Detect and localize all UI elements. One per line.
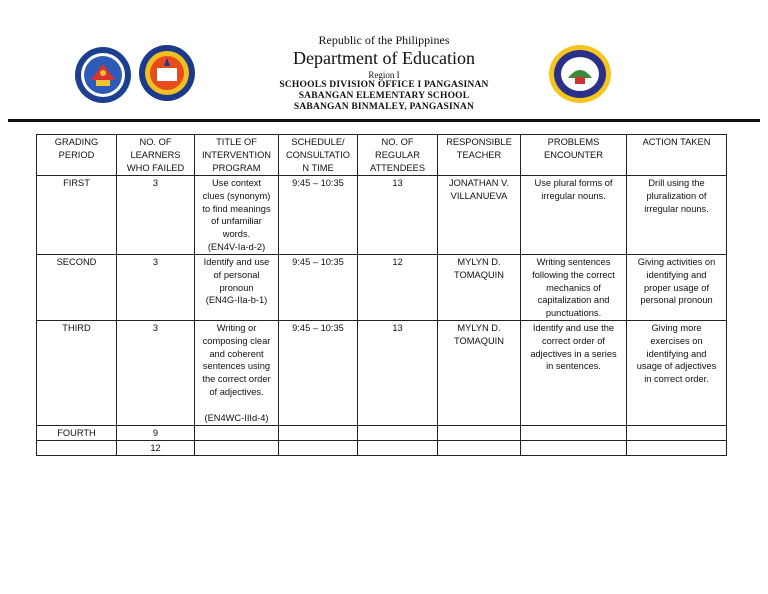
cell-line: exercises on bbox=[650, 335, 703, 346]
cell-line: PROGRAM bbox=[212, 162, 261, 173]
cell-line: RESPONSIBLE bbox=[446, 137, 512, 147]
cell-line: CONSULTATIO bbox=[285, 149, 351, 160]
cell-regular-attendees bbox=[358, 426, 438, 441]
cell-grading-period bbox=[37, 176, 117, 255]
cell-grading-period bbox=[37, 440, 117, 455]
header-schedule bbox=[279, 135, 358, 176]
header-problems-encountered bbox=[521, 135, 627, 176]
cell-line: to find meanings bbox=[202, 203, 271, 214]
cell-line: SCHEDULE/ bbox=[291, 137, 345, 147]
cell-schedule bbox=[279, 255, 358, 321]
cell-line: REGULAR bbox=[375, 149, 420, 160]
cell-line: of personal bbox=[213, 269, 260, 280]
region-line: Region I bbox=[368, 70, 400, 80]
cell-regular-attendees bbox=[358, 440, 438, 455]
cell-line: proper usage of bbox=[643, 282, 710, 293]
cell-line: personal pronoun bbox=[640, 295, 713, 306]
cell-line: (EN4V-Ia-d-2) bbox=[207, 241, 266, 252]
document-header bbox=[200, 33, 568, 113]
cell-regular-attendees bbox=[358, 176, 438, 255]
cell-problems-encountered bbox=[521, 255, 627, 321]
table-header-row bbox=[37, 135, 727, 176]
cell-line: VILLANUEVA bbox=[450, 190, 508, 201]
header-intervention-program bbox=[195, 135, 279, 176]
cell-line: identifying and bbox=[646, 348, 707, 359]
header-grading-period bbox=[37, 135, 117, 176]
cell-line: TEACHER bbox=[456, 149, 502, 160]
cell-line: of adjectives. bbox=[209, 386, 264, 397]
cell-responsible-teacher bbox=[438, 255, 521, 321]
header-learners-failed bbox=[117, 135, 195, 176]
cell-grading-period bbox=[37, 321, 117, 426]
cell-intervention-program bbox=[195, 176, 279, 255]
cell-line: composing clear bbox=[202, 335, 271, 346]
cell-line: PROBLEMS bbox=[547, 137, 600, 147]
cell-line: correct order of bbox=[541, 335, 606, 346]
cell-intervention-program bbox=[195, 426, 279, 441]
cell-line: 3 bbox=[152, 257, 159, 267]
cell-responsible-teacher bbox=[438, 426, 521, 441]
header-divider bbox=[8, 119, 760, 122]
cell-line: Use plural forms of bbox=[534, 178, 613, 188]
cell-line: PERIOD bbox=[58, 149, 95, 160]
table-row bbox=[37, 426, 727, 441]
cell-line: Use context bbox=[211, 178, 262, 188]
cell-line: TOMAQUIN bbox=[454, 335, 504, 346]
cell-line: 12 bbox=[150, 442, 161, 453]
cell-action-taken bbox=[627, 176, 727, 255]
cell-line: 9:45 – 10:35 bbox=[292, 178, 344, 188]
cell-line: NO. OF bbox=[139, 137, 172, 147]
table-row bbox=[37, 321, 727, 426]
cell-line: in correct order. bbox=[644, 374, 709, 385]
cell-line: of unfamiliar bbox=[211, 216, 262, 227]
cell-line: capitalization and bbox=[537, 295, 610, 306]
cell-line: usage of adjectives bbox=[636, 361, 717, 372]
cell-problems-encountered bbox=[521, 426, 627, 441]
cell-action-taken bbox=[627, 426, 727, 441]
cell-line: 3 bbox=[152, 178, 159, 188]
cell-line: identifying and bbox=[646, 269, 707, 280]
table-row bbox=[37, 176, 727, 255]
cell-line: following the correct bbox=[532, 269, 615, 280]
cell-line: in sentences. bbox=[546, 361, 601, 372]
division-seal-icon bbox=[138, 44, 196, 102]
cell-action-taken bbox=[627, 440, 727, 455]
cell-grading-period bbox=[37, 426, 117, 441]
cell-line: ENCOUNTER bbox=[544, 149, 603, 160]
cell-line: N TIME bbox=[302, 162, 334, 173]
cell-grading-period bbox=[37, 255, 117, 321]
cell-line: FOURTH bbox=[57, 428, 96, 438]
cell-line: 13 bbox=[392, 323, 403, 333]
cell-responsible-teacher bbox=[438, 176, 521, 255]
cell-line: the correct order bbox=[202, 374, 271, 385]
intervention-table bbox=[36, 134, 727, 456]
cell-problems-encountered bbox=[521, 321, 627, 426]
cell-responsible-teacher bbox=[438, 321, 521, 426]
cell-intervention-program bbox=[195, 321, 279, 426]
cell-line: punctuations. bbox=[545, 308, 602, 319]
cell-line: THIRD bbox=[62, 323, 91, 333]
cell-line: WHO FAILED bbox=[126, 162, 185, 173]
cell-line: Giving more bbox=[651, 323, 702, 333]
cell-line: sentences using bbox=[202, 361, 271, 372]
cell-line: ACTION TAKEN bbox=[642, 137, 711, 147]
school-address: SABANGAN BINMALEY, PANGASINAN bbox=[293, 102, 475, 112]
school-name: SABANGAN ELEMENTARY SCHOOL bbox=[298, 91, 470, 101]
cell-line: LEARNERS bbox=[130, 149, 181, 160]
cell-line: MYLYN D. bbox=[457, 257, 501, 267]
cell-line: INTERVENTION bbox=[201, 149, 272, 160]
cell-line: Writing sentences bbox=[536, 257, 611, 267]
cell-line: adjectives in a series bbox=[530, 348, 617, 359]
cell-line: mechanics of bbox=[546, 282, 601, 293]
cell-line: Writing or bbox=[216, 323, 257, 333]
cell-responsible-teacher bbox=[438, 440, 521, 455]
cell-line: (EN4WC-IIId-4) bbox=[204, 412, 269, 423]
cell-line: FIRST bbox=[63, 178, 90, 188]
cell-line bbox=[198, 399, 275, 412]
cell-line: Giving activities on bbox=[637, 257, 716, 267]
cell-intervention-program bbox=[195, 440, 279, 455]
cell-learners-failed bbox=[117, 440, 195, 455]
division-line: SCHOOLS DIVISION OFFICE I PANGASINAN bbox=[279, 80, 489, 90]
cell-intervention-program bbox=[195, 255, 279, 321]
cell-learners-failed bbox=[117, 176, 195, 255]
cell-line: clues (synonym) bbox=[202, 190, 271, 201]
cell-line: JONATHAN V. bbox=[449, 178, 509, 188]
republic-line: Republic of the Philippines bbox=[318, 33, 450, 47]
cell-learners-failed bbox=[117, 255, 195, 321]
table-row bbox=[37, 440, 727, 455]
department-title: Department of Education bbox=[293, 48, 475, 68]
cell-line: TOMAQUIN bbox=[454, 269, 504, 280]
header-responsible-teacher bbox=[438, 135, 521, 176]
cell-line: (EN4G-IIa-b-1) bbox=[205, 295, 268, 306]
cell-problems-encountered bbox=[521, 176, 627, 255]
cell-action-taken bbox=[627, 321, 727, 426]
cell-line: MYLYN D. bbox=[457, 323, 501, 333]
cell-schedule bbox=[279, 321, 358, 426]
cell-line: GRADING bbox=[54, 137, 99, 147]
cell-line: 12 bbox=[392, 257, 403, 267]
cell-line: Identify and use bbox=[203, 257, 270, 267]
cell-schedule bbox=[279, 440, 358, 455]
cell-learners-failed bbox=[117, 426, 195, 441]
cell-line: irregular nouns. bbox=[644, 203, 709, 214]
cell-line: SECOND bbox=[56, 257, 97, 267]
cell-line: TITLE OF bbox=[216, 137, 257, 147]
cell-line: NO. OF bbox=[381, 137, 414, 147]
table-row bbox=[37, 255, 727, 321]
cell-line: 13 bbox=[392, 178, 403, 188]
cell-line: Identify and use the bbox=[532, 323, 615, 333]
cell-schedule bbox=[279, 176, 358, 255]
cell-action-taken bbox=[627, 255, 727, 321]
cell-line: 3 bbox=[152, 323, 159, 333]
cell-line: and coherent bbox=[209, 348, 264, 359]
cell-line: 9 bbox=[152, 428, 159, 438]
cell-line: Drill using the bbox=[648, 178, 705, 188]
cell-line: irregular nouns. bbox=[541, 190, 606, 201]
cell-line: words. bbox=[222, 229, 251, 240]
cell-problems-encountered bbox=[521, 440, 627, 455]
cell-learners-failed bbox=[117, 321, 195, 426]
header-regular-attendees bbox=[358, 135, 438, 176]
cell-regular-attendees bbox=[358, 255, 438, 321]
cell-line: 9:45 – 10:35 bbox=[292, 323, 344, 333]
cell-regular-attendees bbox=[358, 321, 438, 426]
header-action-taken bbox=[627, 135, 727, 176]
cell-line: pluralization of bbox=[646, 190, 707, 201]
cell-schedule bbox=[279, 426, 358, 441]
deped-seal-icon bbox=[74, 46, 132, 104]
cell-line: pronoun bbox=[219, 282, 254, 293]
cell-line: ATTENDEES bbox=[369, 162, 426, 173]
cell-line: 9:45 – 10:35 bbox=[292, 257, 344, 267]
